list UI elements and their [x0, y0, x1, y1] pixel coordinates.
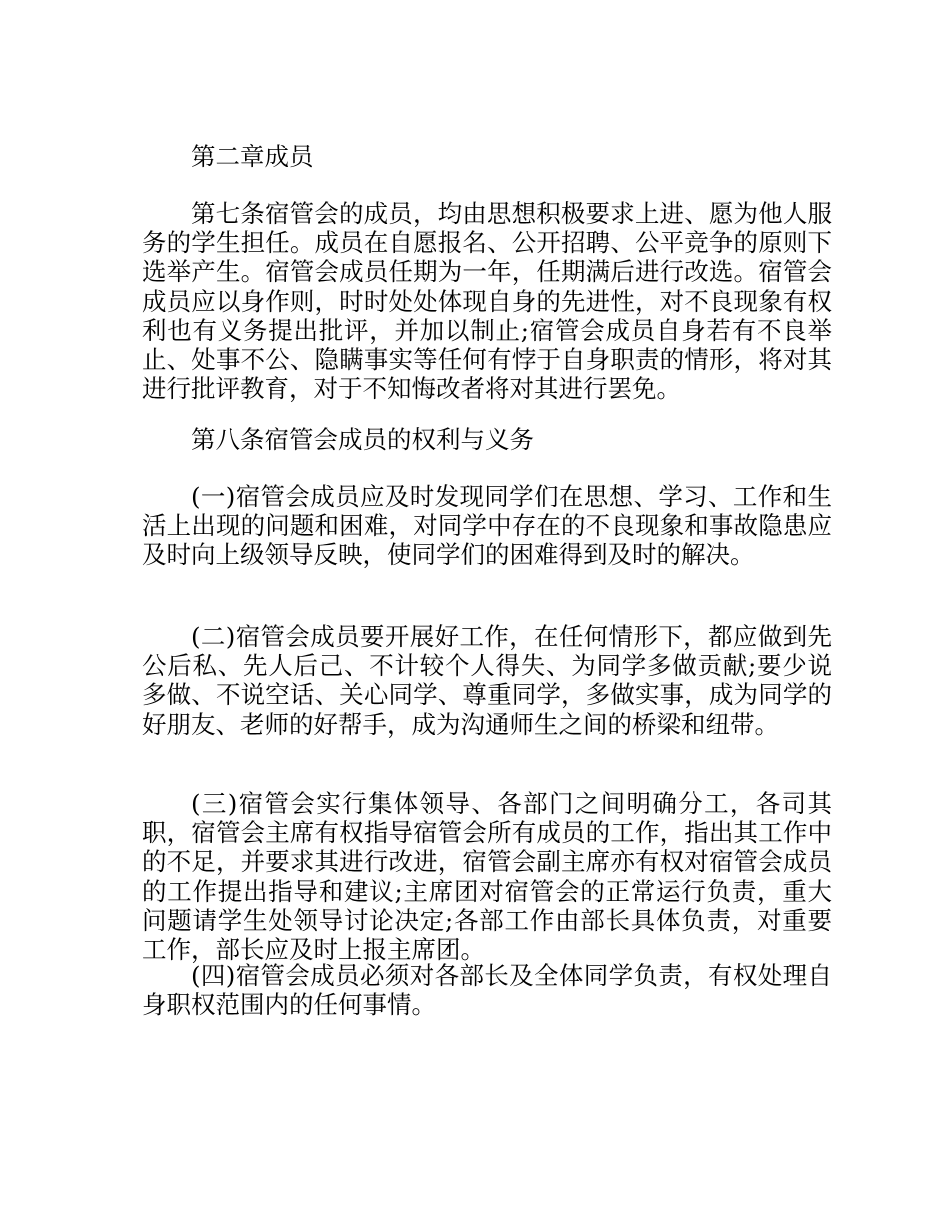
article-8-heading: 第八条宿管会成员的权利与义务: [191, 425, 534, 454]
article-7-paragraph: 第七条宿管会的成员，均由思想积极要求上进、愿为他人服务的学生担任。成员在自愿报名、公开招聘、公平竞争的原则下选举产生。宿管会成员任期为一年，任期满后进行改选。宿管会成员应以身作则，时时处处体现自身的先进性，对不良现象有权利也有义务提出批评，并加以制止;宿管会成员自身若有不良举止、处事不公、隐瞒事实等任何有悖于自身职责的情形，将对其进行批评教育，对于不知悔改者将对其进行罢免。: [142, 199, 832, 404]
clause-4-paragraph: (四)宿管会成员必须对各部长及全体同学负责，有权处理自身职权范围内的任何事情。: [142, 961, 832, 1020]
clause-2-paragraph: (二)宿管会成员要开展好工作，在任何情形下，都应做到先公后私、先人后己、不计较个人得失、为同学多做贡献;要少说多做、不说空话、关心同学、尊重同学，多做实事，成为同学的好朋友、老师的好帮手，成为沟通师生之间的桥梁和纽带。: [142, 622, 832, 739]
clause-3-paragraph: (三)宿管会实行集体领导、各部门之间明确分工，各司其职，宿管会主席有权指导宿管会所有成员的工作，指出其工作中的不足，并要求其进行改进，宿管会副主席亦有权对宿管会成员的工作提出指导和建议;主席团对宿管会的正常运行负责，重大问题请学生处领导讨论决定;各部工作由部长具体负责，对重要工作，部长应及时上报主席团。: [142, 789, 832, 965]
clause-1-paragraph: (一)宿管会成员应及时发现同学们在思想、学习、工作和生活上出现的问题和困难，对同学中存在的不良现象和事故隐患应及时向上级领导反映，使同学们的困难得到及时的解决。: [142, 482, 832, 570]
chapter-heading: 第二章成员: [191, 142, 314, 171]
